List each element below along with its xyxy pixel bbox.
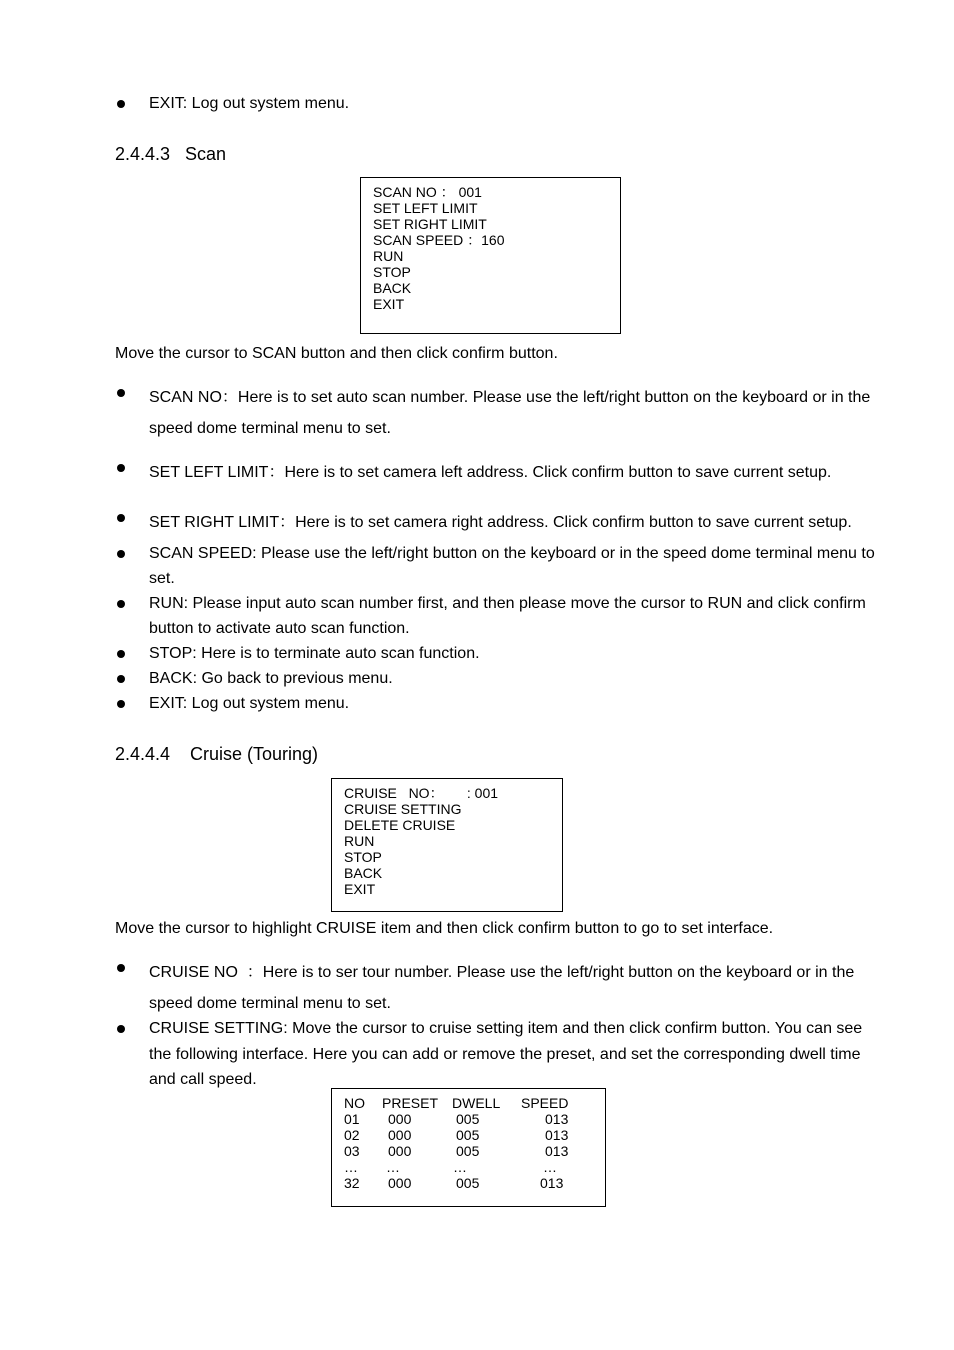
scan-heading-number: 2.4.4.3 [115, 144, 171, 164]
bullet-dot [117, 514, 125, 522]
scan-menu-item: SCAN SPEED ：160 [373, 232, 505, 248]
scan-bullet-text: SCAN SPEED: Please use the left/right button on the keyboard or in the speed dome terminal menu to [149, 545, 875, 562]
bullet-dot [117, 464, 125, 472]
scan-menu-item: SET LEFT LIMIT [373, 200, 478, 216]
table-cell: 005 [456, 1143, 480, 1159]
table-cell: … [453, 1159, 467, 1175]
table-cell: … [344, 1159, 358, 1175]
cruise-bullet-text: CRUISE NO ：Here is to ser tour number. Please use the left/right button on the keyboard or in the [149, 964, 855, 981]
cruise-heading-title: Cruise (Touring) [190, 744, 319, 764]
cruise-menu-item: CRUISE SETTING [344, 801, 462, 817]
cruise-setting-table [331, 1088, 606, 1207]
scan-menu-item: BACK [373, 280, 412, 296]
scan-menu-item: SCAN NO ： 001 [373, 184, 482, 200]
cruise-bullet-text: CRUISE SETTING: Move the cursor to cruise setting item and then click confirm button. You can see [149, 1020, 863, 1037]
table-cell: 000 [388, 1143, 412, 1159]
table-cell: … [386, 1159, 400, 1175]
cruise-intro: Move the cursor to highlight CRUISE item and then click confirm button to go to set interface. [115, 920, 774, 937]
table-header-dwell: DWELL [452, 1095, 501, 1111]
cruise-menu-item: DELETE CRUISE [344, 817, 456, 833]
scan-intro: Move the cursor to SCAN button and then click confirm button. [115, 345, 558, 362]
scan-bullet-text: SET LEFT LIMIT：Here is to set camera left address. Click confirm button to save current setup. [149, 464, 832, 481]
cruise-menu-item: BACK [344, 865, 383, 881]
scan-bullet-text: speed dome terminal menu to set. [149, 420, 391, 437]
cruise-menu-item: CRUISE NO： : 001 [344, 785, 499, 801]
table-cell: 03 [344, 1143, 360, 1159]
bullet-dot [117, 675, 125, 683]
cruise-menu-box [331, 778, 563, 912]
bullet-dot [117, 700, 125, 708]
scan-bullet-text: EXIT: Log out system menu. [149, 695, 350, 712]
scan-bullet-text: button to activate auto scan function. [149, 620, 410, 637]
scan-menu-item: EXIT [373, 296, 405, 312]
table-header-speed: SPEED [521, 1095, 569, 1111]
scan-menu-box [360, 177, 621, 334]
table-cell: 000 [388, 1111, 412, 1127]
table-cell: 000 [388, 1175, 412, 1191]
scan-bullet-text: SET RIGHT LIMIT：Here is to set camera right address. Click confirm button to save current setup. [149, 514, 852, 531]
bullet-dot [117, 389, 125, 397]
exit-bullet-text: EXIT: Log out system menu. [149, 95, 350, 112]
bullet-dot [117, 600, 125, 608]
table-cell: 000 [388, 1127, 412, 1143]
table-cell: 005 [456, 1127, 480, 1143]
cruise-bullet-text: the following interface. Here you can add or remove the preset, and set the corresponding dwell time [149, 1046, 861, 1063]
scan-bullet-text: set. [149, 570, 175, 587]
cruise-heading-number: 2.4.4.4 [115, 744, 171, 764]
bullet-dot [117, 650, 125, 658]
table-cell: 02 [344, 1127, 360, 1143]
table-cell: 013 [545, 1127, 569, 1143]
table-header-preset: PRESET [382, 1095, 439, 1111]
table-cell: 32 [344, 1175, 360, 1191]
cruise-menu-item: RUN [344, 833, 375, 849]
scan-bullet-text: STOP: Here is to terminate auto scan function. [149, 645, 480, 662]
scan-menu-item: SET RIGHT LIMIT [373, 216, 487, 232]
table-cell: 005 [456, 1175, 480, 1191]
cruise-menu-item: EXIT [344, 881, 376, 897]
cruise-bullet-text: and call speed. [149, 1071, 257, 1088]
table-cell: 013 [545, 1111, 569, 1127]
bullet-dot [117, 100, 125, 108]
bullet-dot [117, 964, 125, 972]
scan-heading-title: Scan [185, 144, 227, 164]
scan-menu-item: RUN [373, 248, 404, 264]
scan-menu-item: STOP [373, 264, 411, 280]
scan-bullet-text: RUN: Please input auto scan number first, and then please move the cursor to RUN and click confirm [149, 595, 866, 612]
table-cell: 005 [456, 1111, 480, 1127]
bullet-dot [117, 1025, 125, 1033]
scan-bullet-text: SCAN NO：Here is to set auto scan number. Please use the left/right button on the keyboard or in the [149, 389, 871, 406]
scan-bullet-text: BACK: Go back to previous menu. [149, 670, 393, 687]
table-cell: … [543, 1159, 557, 1175]
cruise-menu-item: STOP [344, 849, 382, 865]
table-cell: 013 [545, 1143, 569, 1159]
table-cell: 013 [540, 1175, 564, 1191]
cruise-bullet-text: speed dome terminal menu to set. [149, 995, 391, 1012]
bullet-dot [117, 550, 125, 558]
table-cell: 01 [344, 1111, 360, 1127]
table-header-no: NO [344, 1095, 365, 1111]
